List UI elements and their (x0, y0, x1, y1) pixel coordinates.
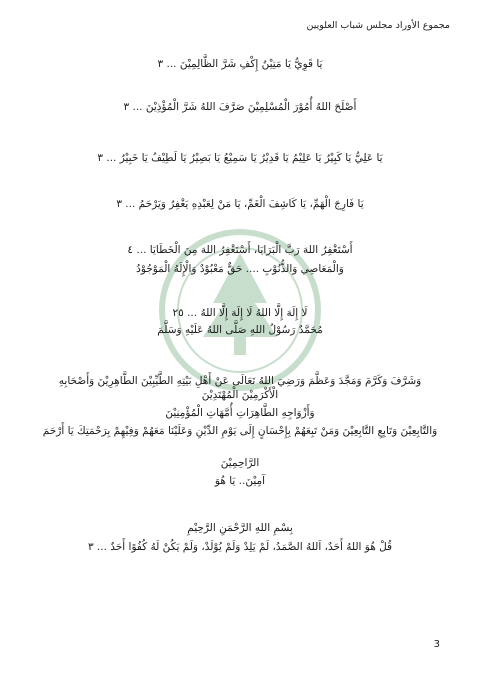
basmala: بِسْمِ اللهِ الرَّحْمَنِ الرَّحِيْمِ (187, 522, 293, 534)
text-line: وَالتَّابِعِيْنَ وَتَابِعِ التَّابِعِيْنَ وَمَنْ تَبِعَهُمْ بِإِحْسَانٍ إِلَى يَوْمِ الدِّيْنِ وَعَلَيْنَا مَعَهُمْ وَفِيْهِمْ بِرَحْمَتِكَ يَا أَرْحَمَ (42, 425, 438, 437)
text-line: قُلْ هُوَ اللهُ أَحَدٌ، اَللهُ الصَّمَدُ، لَمْ يَلِدْ وَلَمْ يُوْلَدْ، وَلَمْ يَكُنْ لَهُ كُفُوًا أَحَدٌ ... ٣ (87, 541, 393, 553)
text-line: أَسْتَغْفِرُ اللهَ رَبَّ الْبَرَايَا، أَسْتَغْفِرُ اللهَ مِنَ الْخَطَايَا ... ٤ (127, 244, 353, 256)
page-number: 3 (433, 639, 440, 650)
running-header: مجموع الأوراد مجلس شباب العلويين (306, 20, 450, 31)
text-line: يَا قَوِيُّ يَا مَتِيْنُ إِكْفِ شَرَّ الظَّالِمِيْنَ ... ٣ (157, 58, 323, 70)
text-line: وَأَزْوَاجِهِ الطَّاهِرَاتِ أُمَّهَاتِ الْمُؤْمِنِيْنَ (165, 407, 315, 419)
text-line: يَا عَلِيُّ يَا كَبِيْرُ يَا عَلِيْمُ يَا قَدِيْرُ يَا سَمِيْعُ يَا بَصِيْرُ يَا لَطِيْفُ يَا خَبِيْرُ ... ٣ (97, 152, 383, 164)
text-line: لَا إِلَهَ إِلَّا اللهُ لَا إِلَهَ إِلَّا اللهُ ... ٢٥ (172, 307, 308, 319)
text-line: آمِيْنَ.. يَا هُوَ (214, 475, 266, 487)
text-line: الرَّاحِمِيْنَ (220, 457, 260, 469)
text-line: مُحَمَّدٌ رَسُوْلُ اللهِ صَلَّى اللهُ عَلَيْهِ وَسَلَّمَ (157, 324, 323, 336)
text-line: أَصْلَحَ اللهُ أُمُوْرَ الْمُسْلِمِيْنَ صَرَّفَ اللهُ شَرَّ الْمُؤْذِيْنَ ... ٣ (123, 101, 357, 113)
text-line: يَا فَارِجَ الْهَمِّ، يَا كَاشِفَ الْغَمِّ، يَا مَنْ لِعَبْدِهِ يَغْفِرُ وَيَرْحَمُ ... ٣ (116, 198, 364, 210)
text-line: وَشَرَّفَ وَكَرَّمَ وَمَجَّدَ وَعَظَّمَ وَرَضِيَ اللهُ تَعَالَى عَنْ أَهْلِ بَيْتِهِ الطَّيِّبِيْنَ الطَّاهِرِيْنَ وَأَصْحَابِهِ الْأَكْرَمِيْنَ الْمُهْتَدِيْنَ (58, 375, 422, 401)
text-line: وَالْمَعَاصِي وَالذُّنُوْبِ .... حَقٌّ مَعْبُوْدٌ وَالْإِلَهُ الْمَوْجُوْدُ (136, 263, 344, 275)
